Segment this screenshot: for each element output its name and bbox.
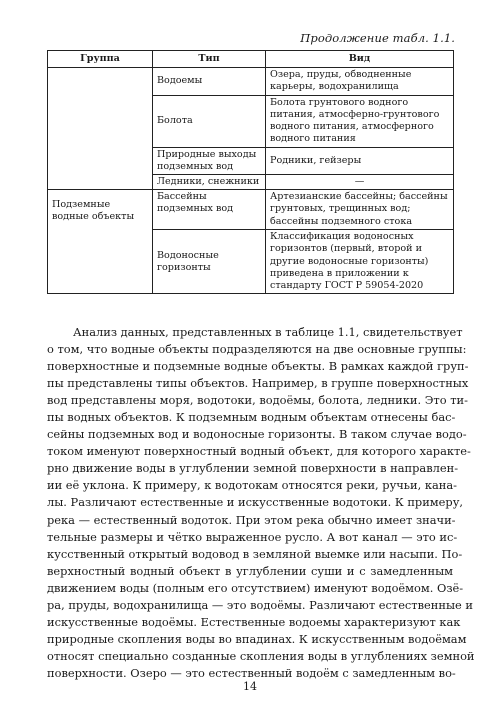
table-header-row [48, 51, 454, 68]
text-line: поверхности. Озеро — это естественный водоём с замедленным во- [47, 665, 456, 680]
header-kind: Вид [266, 51, 454, 68]
text-line: лы. Различают естественные и искусственные водотоки. К примеру, [47, 495, 464, 510]
body-paragraph [47, 324, 475, 682]
header-type: Тип [153, 51, 266, 68]
text-line: поверхностные и подземные водные объекты. В рамках каждой груп- [47, 359, 469, 374]
type-cell: Бассейны подземных вод [153, 190, 266, 230]
kind-cell: Родники, гейзеры [266, 147, 454, 174]
text-line: о том, что водные объекты подразделяются на две основные группы: [47, 342, 467, 357]
text-line: природные скопления воды во впадинах. К искусственным водоёмам [47, 631, 467, 646]
text-line: кусственный открытый водовод в земляной выемке или насыпи. По- [47, 546, 463, 561]
type-cell: Болота [153, 95, 266, 147]
kind-cell: Артезианские бассейны; бассейны грунтовых, трещинных вод; бассейны подземного стока [266, 190, 454, 230]
text-line: сейны подземных вод и водоносные горизонты. В таком случае водо- [47, 427, 467, 442]
page-number: 14 [243, 680, 257, 693]
water-objects-table [47, 50, 454, 294]
text-line: пы водных объектов. К подземным водным объектам отнесены бас- [47, 410, 456, 425]
text-line: вод представлены моря, водотоки, водоёмы, болота, ледники. Это ти- [47, 393, 468, 408]
text-line: током именуют поверхностный водный объект, для которого характе- [47, 444, 471, 459]
text-line: рно движение воды в углублении земной поверхности в направлен- [47, 461, 459, 476]
kind-cell: Классификация водоносных горизонтов (первый, второй и другие водоносные горизонты) приведена в приложении к стандарту ГОСТ Р 59054-2020 [266, 230, 454, 294]
kind-cell: Озера, пруды, обводненные карьеры, водохранилища [266, 68, 454, 95]
text-line: ра, пруды, водохранилища — это водоёмы. Различают естественные и [47, 597, 473, 612]
kind-cell: Болота грунтового водного питания, атмосферно-грунтового водного питания, атмосферного водного питания [266, 95, 454, 147]
group-cell-underground [48, 190, 153, 294]
text-line: река — естественный водоток. При этом река обычно имеет значи- [47, 512, 456, 527]
text-line: тельные размеры и чётко выраженное русло. А вот канал — это ис- [47, 529, 458, 544]
text-line: относят специально созданные скопления воды в углублениях земной [47, 648, 475, 663]
group-label: Подземные водные объекты [52, 199, 135, 223]
header-group: Группа [48, 51, 153, 68]
text-line: движением воды (полным его отсутствием) именуют водоёмом. Озё- [47, 580, 464, 595]
text-line: Анализ данных, представленных в таблице 1.1, свидетельствует [73, 325, 463, 339]
table-continuation-caption: Продолжение табл. 1.1. [300, 31, 455, 45]
text-line: искусственные водоёмы. Естественные водоемы характеризуют как [47, 614, 461, 629]
type-cell: Природные выходы подземных вод [153, 147, 266, 174]
table-row [48, 68, 454, 95]
text-line: пы представлены типы объектов. Например, в группе поверхностных [47, 376, 469, 391]
type-cell: Ледники, снежники [153, 175, 266, 190]
text-line: верхностный водный объект в углублении суши и с замедленным [47, 563, 453, 578]
table-row [48, 190, 454, 230]
type-cell: Водоемы [153, 68, 266, 95]
text-line: ии её уклона. К примеру, к водотокам относятся реки, ручьи, кана- [47, 478, 457, 493]
kind-cell: — [266, 175, 454, 190]
group-cell-surface [48, 68, 153, 190]
type-cell: Водоносные горизонты [153, 230, 266, 294]
